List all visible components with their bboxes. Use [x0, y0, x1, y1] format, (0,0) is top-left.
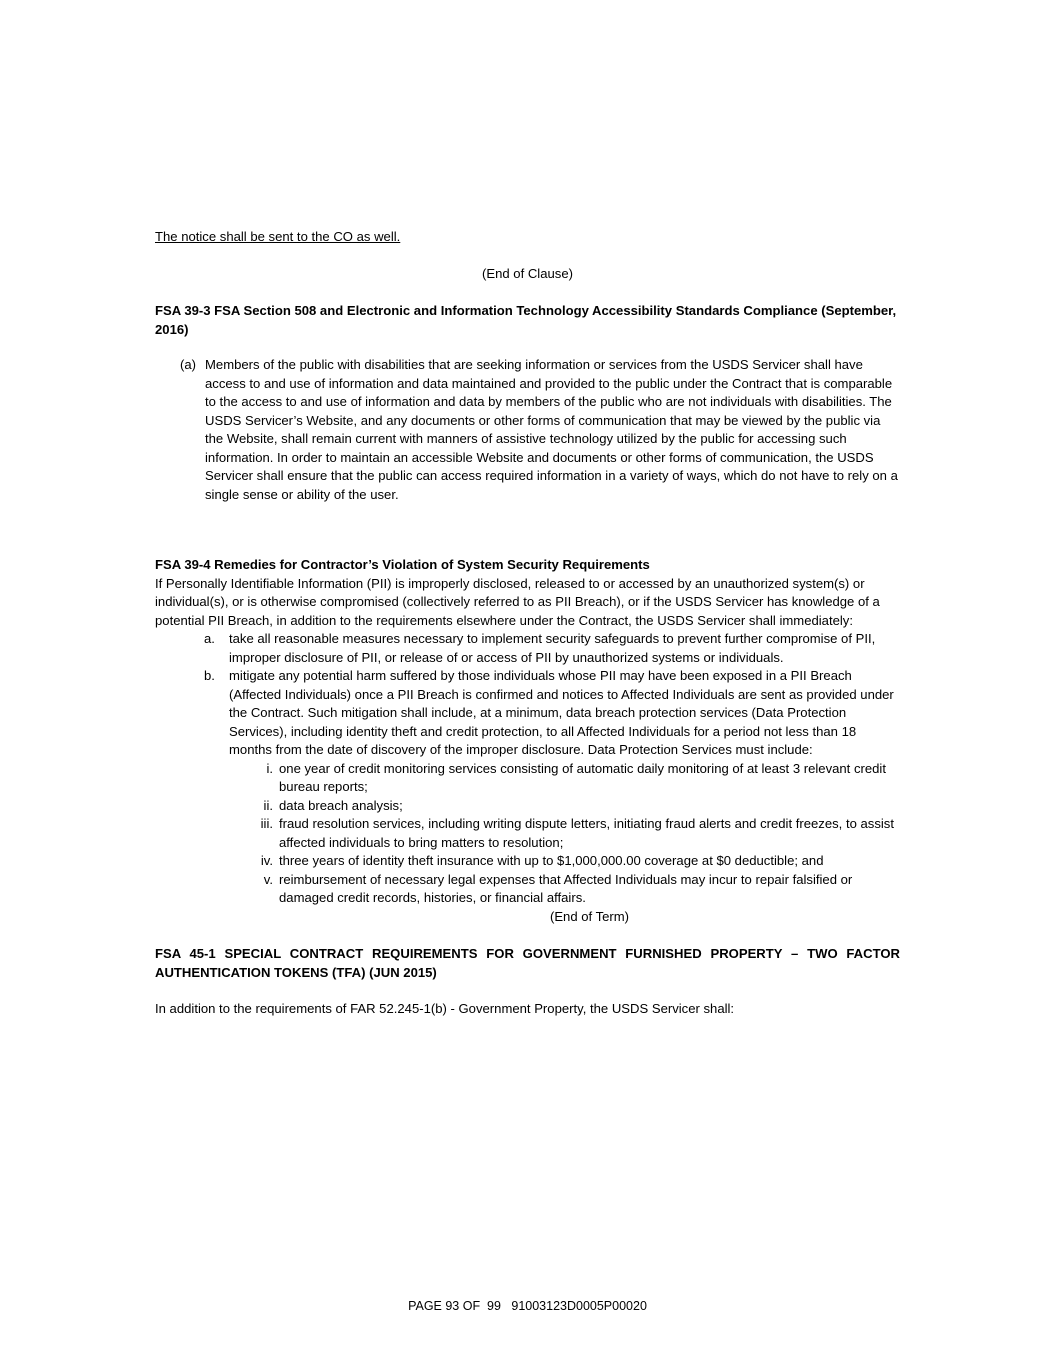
list-marker: a. [204, 631, 215, 646]
sublist-text: data breach analysis; [279, 797, 403, 813]
sublist-text: fraud resolution services, including writing dispute letters, initiating fraud alerts and credit freezes, to assist affected individuals to bring matters to resolution; [279, 816, 894, 850]
sublist-marker: iv. [260, 853, 273, 868]
sublist-text: reimbursement of necessary legal expenses that Affected Individuals may incur to repair falsified or damaged credit records, histories, or financial affairs. [279, 871, 853, 905]
list-item-a [155, 630, 900, 667]
section-39-3-heading: FSA 39-3 FSA Section 508 and Electronic and Information Technology Accessibility Standards Compliance (September, 2016) [155, 303, 897, 337]
page-footer: PAGE 93 OF 99 91003123D0005P00020 [408, 1299, 647, 1313]
sublist-item-iv [155, 852, 900, 871]
sublist-item-iii [155, 815, 900, 852]
end-of-term: (End of Term) [549, 908, 630, 924]
sublist-marker: iii. [260, 816, 273, 831]
sublist-marker: v. [263, 871, 273, 887]
section-45-1-text: In addition to the requirements of FAR 52.245-1(b) - Government Property, the USDS Servicer shall: [155, 1001, 735, 1016]
sublist-marker: i. [266, 760, 273, 776]
document-page [155, 228, 900, 1019]
item-text: Members of the public with disabilities that are seeking information or services from the USDS Servicer shall have access to and use of information and data maintained and provided to the public under the Contract that is comparable to the access to and use of information and data by members of the public who are not individuals with disabilities. The USDS Servicer’s Website, and any documents or other forms of communication that may be viewed by the public via the Website, shall remain current with manners of assistive technology utilized by the public for accessing such information. In order to maintain an accessible Website and documents or other forms of communication, the USDS Servicer shall ensure that the public can access required information in a variety of ways, which do not have to rely on a single sense or ability of the user. [205, 357, 898, 502]
sublist-item-v [155, 871, 900, 908]
end-of-clause: (End of Clause) [482, 265, 573, 281]
sublist-text: one year of credit monitoring services consisting of automatic daily monitoring of at least 3 relevant credit bureau reports; [279, 760, 886, 794]
section-45-1-heading: FSA 45-1 SPECIAL CONTRACT REQUIREMENTS FOR GOVERNMENT FURNISHED PROPERTY – TWO FACTOR AUTHENTICATION TOKENS (TFA) (JUN 2015) [155, 946, 900, 980]
list-text: mitigate any potential harm suffered by those individuals whose PII may have been exposed in a PII Breach (Affected Individuals) once a PII Breach is confirmed and notices to Affected Individuals are sent as provided under the Contract. Such mitigation shall include, at a minimum, data breach protection services (Data Protection Services), including identity theft and credit protection, to all Affected Individuals for a period not less than 18 months from the date of discovery of the improper disclosure. Data Protection Services must include: [229, 668, 894, 757]
sublist-item-ii [155, 797, 900, 816]
sublist-marker: ii. [263, 797, 273, 813]
section-39-4-intro: If Personally Identifiable Information (PII) is improperly disclosed, released to or accessed by an unauthorized system(s) or individual(s), or is otherwise compromised (collectively referred to as PII Breach), or if the USDS Servicer has knowledge of a potential PII Breach, in addition to the requirements elsewhere under the Contract, the USDS Servicer shall immediately: [155, 575, 880, 628]
list-text: take all reasonable measures necessary to implement security safeguards to prevent further compromise of PII, improper disclosure of PII, or release of or access of PII by unauthorized systems or individuals. [229, 631, 876, 665]
sublist-text: three years of identity theft insurance with up to $1,000,000.00 coverage at $0 deductible; and [279, 853, 824, 868]
list-item-b [155, 667, 900, 760]
section-39-4-heading: FSA 39-4 Remedies for Contractor’s Violation of System Security Requirements [155, 557, 650, 572]
notice-text: The notice shall be sent to the CO as well. [155, 229, 401, 244]
section-39-3-item-a [155, 356, 900, 504]
item-marker: (a) [180, 357, 197, 372]
list-marker: b. [204, 668, 215, 683]
sublist-item-i [155, 760, 900, 797]
